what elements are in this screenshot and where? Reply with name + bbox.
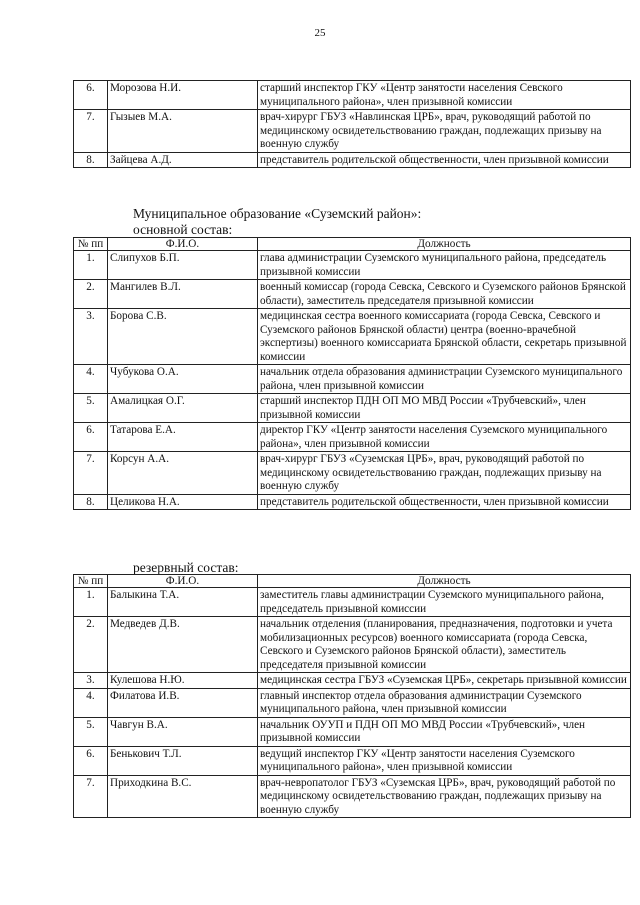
header-position: Должность (258, 575, 631, 588)
table-row (74, 746, 631, 775)
main-section-title: основной состав: (133, 222, 233, 237)
page-number: 25 (314, 27, 326, 39)
member-name: Борова С.В. (108, 309, 258, 365)
row-number: 3. (74, 309, 108, 365)
member-name: Гызыев М.А. (108, 110, 258, 153)
row-number: 2. (74, 280, 108, 309)
row-number: 6. (74, 423, 108, 452)
row-number: 5. (74, 717, 108, 746)
member-position: главный инспектор отдела образования администрации Суземского муниципального района, член призывной комиссии (258, 688, 631, 717)
row-number: 7. (74, 110, 108, 153)
table-row (74, 673, 631, 689)
header-name: Ф.И.О. (108, 238, 258, 251)
member-name: Медведев Д.В. (108, 617, 258, 673)
member-position: старший инспектор ГКУ «Центр занятости населения Севского муниципального района», член призывной комиссии (258, 81, 631, 110)
table-row (74, 81, 631, 110)
row-number: 7. (74, 775, 108, 818)
main-commission-table (73, 237, 631, 510)
table-body (74, 251, 631, 510)
table-row (74, 494, 631, 510)
header-number: № пп (74, 238, 108, 251)
row-number: 6. (74, 81, 108, 110)
row-number: 2. (74, 617, 108, 673)
table-row (74, 588, 631, 617)
row-number: 4. (74, 365, 108, 394)
member-position: начальник отдела образования администрации Суземского муниципального района, член призывной комиссии (258, 365, 631, 394)
member-name: Татарова Е.А. (108, 423, 258, 452)
member-name: Мангилев В.Л. (108, 280, 258, 309)
table-row (74, 423, 631, 452)
row-number: 8. (74, 494, 108, 510)
table-header-row (74, 238, 631, 251)
member-position: заместитель главы администрации Суземского муниципального района, председатель призывной комиссии (258, 588, 631, 617)
row-number: 1. (74, 588, 108, 617)
table-row (74, 251, 631, 280)
commission-table-continued (73, 80, 631, 168)
table-body (74, 81, 631, 168)
table-row (74, 110, 631, 153)
member-position: медицинская сестра военного комиссариата (города Севска, Севского и Суземского районов Брянской области) центра (военно-врачебной экспертизы) военного комиссариата Брянской области, секретарь призывной комиссии (258, 309, 631, 365)
member-position: глава администрации Суземского муниципального района, председатель призывной комиссии (258, 251, 631, 280)
member-position: ведущий инспектор ГКУ «Центр занятости населения Суземского муниципального района», член призывной комиссии (258, 746, 631, 775)
row-number: 7. (74, 452, 108, 495)
header-number: № пп (74, 575, 108, 588)
table-row (74, 309, 631, 365)
row-number: 4. (74, 688, 108, 717)
member-position: врач-хирург ГБУЗ «Навлинская ЦРБ», врач, руководящий работой по медицинскому освидетельствованию граждан, подлежащих призыву на военную службу (258, 110, 631, 153)
member-name: Целикова Н.А. (108, 494, 258, 510)
member-position: военный комиссар (города Севска, Севского и Суземского районов Брянской области), заместитель председателя призывной комиссии (258, 280, 631, 309)
table-row (74, 280, 631, 309)
member-name: Чубукова О.А. (108, 365, 258, 394)
municipality-title: Муниципальное образование «Суземский район»: (133, 206, 422, 221)
member-name: Бенькович Т.Л. (108, 746, 258, 775)
table-row (74, 688, 631, 717)
member-name: Зайцева А.Д. (108, 152, 258, 168)
member-name: Амалицкая О.Г. (108, 394, 258, 423)
table-row (74, 394, 631, 423)
header-name: Ф.И.О. (108, 575, 258, 588)
table-row (74, 717, 631, 746)
header-position: Должность (258, 238, 631, 251)
row-number: 8. (74, 152, 108, 168)
row-number: 1. (74, 251, 108, 280)
table-row (74, 452, 631, 495)
member-position: директор ГКУ «Центр занятости населения Суземского муниципального района», член призывной комиссии (258, 423, 631, 452)
table-body (74, 588, 631, 818)
row-number: 3. (74, 673, 108, 689)
member-position: представитель родительской общественности, член призывной комиссии (258, 152, 631, 168)
reserve-commission-table (73, 574, 631, 818)
table-row (74, 152, 631, 168)
member-position: начальник ОУУП и ПДН ОП МО МВД России «Трубчевский», член призывной комиссии (258, 717, 631, 746)
member-position: медицинская сестра ГБУЗ «Суземская ЦРБ», секретарь призывной комиссии (258, 673, 631, 689)
member-position: врач-хирург ГБУЗ «Суземская ЦРБ», врач, руководящий работой по медицинскому освидетельствованию граждан, подлежащих призыву на военную службу (258, 452, 631, 495)
reserve-section-title: резервный состав: (133, 560, 239, 575)
member-position: врач-невропатолог ГБУЗ «Суземская ЦРБ», врач, руководящий работой по медицинскому освидетельствованию граждан, подлежащих призыву на военную службу (258, 775, 631, 818)
table-row (74, 365, 631, 394)
table-header-row (74, 575, 631, 588)
member-position: представитель родительской общественности, член призывной комиссии (258, 494, 631, 510)
row-number: 6. (74, 746, 108, 775)
table-row (74, 775, 631, 818)
row-number: 5. (74, 394, 108, 423)
member-name: Корсун А.А. (108, 452, 258, 495)
member-position: начальник отделения (планирования, предназначения, подготовки и учета мобилизационных ресурсов) военного комиссариата (города Севска, Севского и Суземского районов Брянской области), заместитель председателя призывной комиссии (258, 617, 631, 673)
member-name: Приходкина В.С. (108, 775, 258, 818)
member-name: Балыкина Т.А. (108, 588, 258, 617)
member-name: Филатова И.В. (108, 688, 258, 717)
member-position: старший инспектор ПДН ОП МО МВД России «Трубчевский», член призывной комиссии (258, 394, 631, 423)
member-name: Кулешова Н.Ю. (108, 673, 258, 689)
member-name: Морозова Н.И. (108, 81, 258, 110)
member-name: Слипухов Б.П. (108, 251, 258, 280)
table-row (74, 617, 631, 673)
member-name: Чавгун В.А. (108, 717, 258, 746)
